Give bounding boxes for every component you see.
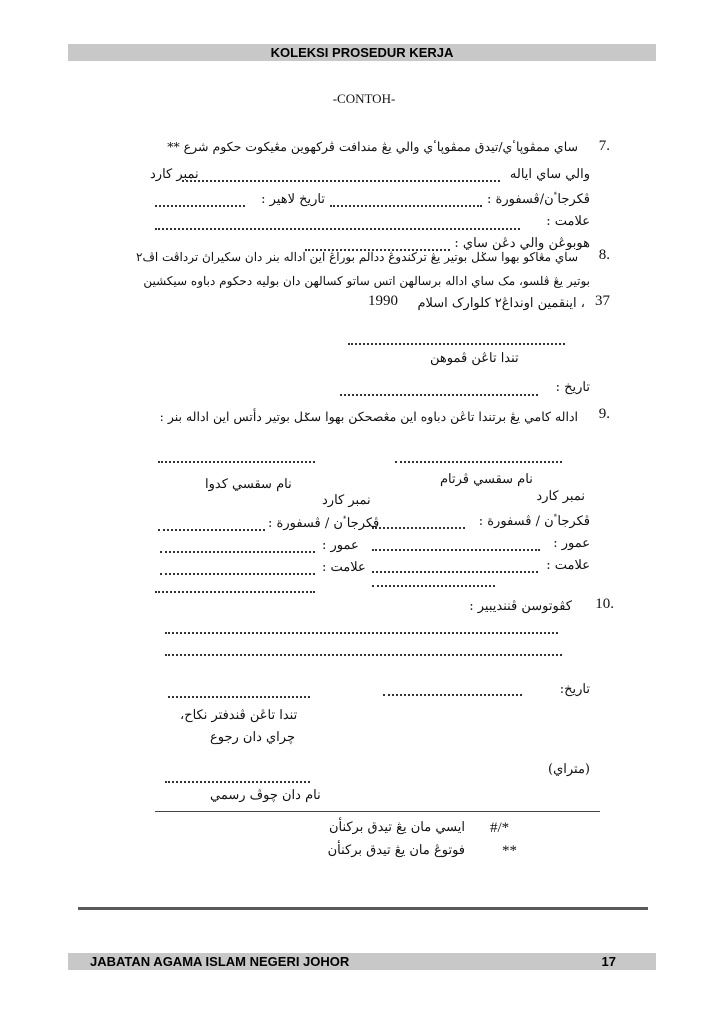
witness1-alamat-dotline-a xyxy=(372,571,538,573)
scanned-form xyxy=(135,130,614,859)
applicant-sign-dotline xyxy=(348,343,565,345)
section-7-number: 7. xyxy=(598,138,610,154)
footnote-2-mark: ** xyxy=(502,843,517,859)
wali-pekerjaan-dotline xyxy=(330,205,482,207)
section-10-number: 10. xyxy=(595,596,614,612)
witness1-sign-dotline xyxy=(395,461,562,463)
witness1-nombor-kad: نمبر كارد xyxy=(536,489,585,504)
section-8-year: 1990 xyxy=(368,293,398,309)
witness2-alamat-dotline-b xyxy=(155,591,315,593)
header-band xyxy=(68,44,656,61)
applicant-sign-label: تندا تاڠن ڤموهن xyxy=(430,351,519,366)
page-number: 17 xyxy=(601,954,616,969)
wali-label: والي ساي اياله xyxy=(509,167,590,182)
pendaftar-tarikh-label: تاريخ: xyxy=(559,682,590,697)
witness2-name-label: نام سقسي كدوا xyxy=(205,477,292,492)
applicant-tarikh-dotline xyxy=(340,394,538,396)
cop-sign-dotline xyxy=(165,781,310,783)
wali-pekerjaan-label: ڤكرجاٴن/ڤسفورة : xyxy=(487,192,590,207)
witness2-umur-dotline xyxy=(160,551,315,553)
footnote-1-text: ايسي مان يڠ تيدق بركنأن xyxy=(328,820,465,835)
section-8-line3: ، اينقمين اونداڠ٢ كلوارک اسلام xyxy=(417,296,585,311)
document-title: KOLEKSI PROSEDUR KERJA xyxy=(270,45,454,60)
pendaftar-sign-dotline xyxy=(168,696,310,698)
applicant-tarikh-label: تاريخ : xyxy=(555,380,590,395)
keputusan-label: كڤوتوسن ڤننديبير : xyxy=(469,599,572,614)
section-9-number: 9. xyxy=(598,406,610,422)
wali-tarikh-lahir-label: تاريخ لاهير : xyxy=(261,192,325,207)
witness2-pekerjaan-dotline xyxy=(158,529,265,531)
footer-band xyxy=(68,953,656,970)
wali-alamat-dotline xyxy=(155,228,520,230)
example-subtitle: -CONTOH- xyxy=(332,91,396,106)
footnote-1-mark: #/* xyxy=(490,820,510,836)
witness2-pekerjaan-label: ڤكرجاٴن / ڤسفورة : xyxy=(268,516,380,531)
section-9-line1: اداله كامي يڠ برتندا تاڠن دباوه اين مڠصحكن بهوا سݢل بوتير دأتس اين اداله بنر : xyxy=(159,409,578,424)
section-8-line2: بوتير يڠ ڤلسو، مک ساي اداله برسالهن اتس ساتو کسالهن دان بوليه دحکوم دباوه سيکشين xyxy=(143,274,590,288)
wali-nombor-kad: نمبر كارد xyxy=(150,167,199,182)
witness1-pekerjaan-label: ڤكرجاٴن / ڤسفورة : xyxy=(478,514,590,529)
witness2-sign-dotline xyxy=(158,461,315,463)
pendaftar-tarikh-dotline xyxy=(383,694,522,696)
witness2-nombor-kad: نمبر كارد xyxy=(322,493,371,508)
pendaftar-sign-label: تندا تاڠن ڤندفتر نكاح، xyxy=(180,708,298,723)
pendaftar-sign-label-2: چراي دان رجوع xyxy=(210,730,295,745)
wali-tarikh-lahir-dotline xyxy=(155,205,245,207)
witness1-umur-dotline xyxy=(372,549,540,551)
wali-dotline xyxy=(182,180,500,182)
footnote-2-text: فوتوڠ مان يڠ تيدق بركنأن xyxy=(327,843,465,858)
scan-bottom-rule xyxy=(78,907,648,910)
nama-cop-label: نام دان چوڤ رسمي xyxy=(210,788,321,803)
witness1-alamat-dotline-b xyxy=(372,585,495,587)
section-divider xyxy=(155,811,600,812)
section-8-act-number: 37 xyxy=(595,293,610,309)
keputusan-dotline-b xyxy=(165,654,562,656)
cop-label: (متراي) xyxy=(548,762,590,777)
witness1-umur-label: عمور : xyxy=(553,536,590,551)
section-7-line1: ساي ممڤوڽاٴي/تيدق ممڤوڽاٴي والي يڠ مندافت ڤركهوين مڠيكوت حكوم شرع ** xyxy=(167,139,578,154)
wali-alamat-label: علامت : xyxy=(546,214,590,229)
witness1-alamat-label: علامت : xyxy=(546,558,590,573)
witness1-pekerjaan-dotline xyxy=(372,527,465,529)
witness2-umur-label: عمور : xyxy=(322,538,359,553)
witness1-name-label: نام سقسي ڤرتام xyxy=(440,472,533,487)
witness2-alamat-dotline-a xyxy=(160,573,315,575)
wali-hubungan-label: هوبوڠن والي دڠن ساي : xyxy=(454,236,590,251)
section-8-line1: ساي مڠاكو بهوا سݢل بوتير يڠ ترکندوڠ ددالم بوراڠ اين اداله بنر دان سکيراڽ ترداڤت اڤ٢ xyxy=(135,250,578,264)
witness2-alamat-label: علامت : xyxy=(322,560,366,575)
keputusan-dotline-a xyxy=(165,632,558,634)
section-8-number: 8. xyxy=(598,247,610,263)
footer-organization: JABATAN AGAMA ISLAM NEGERI JOHOR xyxy=(90,954,350,969)
